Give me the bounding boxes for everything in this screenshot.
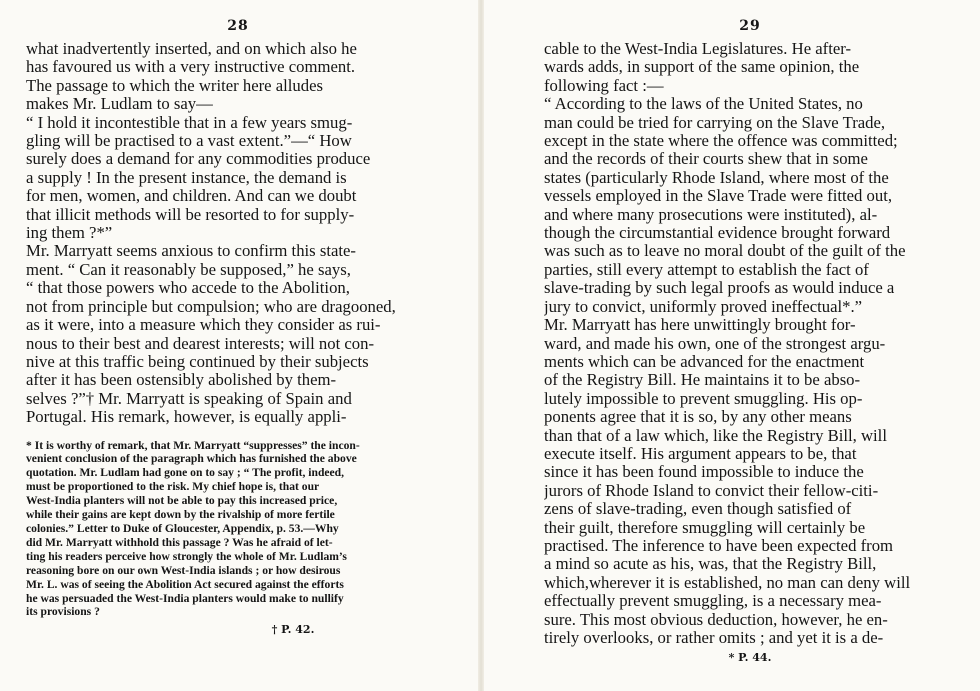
text-line: parties, still every attempt to establish the fact of bbox=[544, 260, 869, 279]
footnote-line: did Mr. Marryatt withhold this passage ? Was he afraid of let- bbox=[26, 535, 333, 549]
text-line: man could be tried for carrying on the Slave Trade, bbox=[544, 113, 886, 132]
text-line: as it were, into a measure which they consider as rui- bbox=[26, 316, 381, 335]
page-number: 29 bbox=[739, 18, 761, 34]
text-line: Mr. Marryatt seems anxious to confirm this state- bbox=[26, 242, 356, 261]
text-line: was such as to leave no moral doubt of the guilt of the bbox=[544, 242, 906, 261]
text-line: states (particularly Rhode Island, where most of the bbox=[544, 168, 889, 187]
text-line: ing them ?*” bbox=[26, 224, 113, 243]
footnote-line: while their gains are kept down by the rivalship of more fertile bbox=[26, 508, 335, 522]
text-line: tirely overlooks, or rather omits ; and yet it is a de- bbox=[544, 629, 884, 647]
text-line: selves ?”† Mr. Marryatt is speaking of Spain and bbox=[26, 389, 352, 408]
text-line: a mind so acute as his, was, that the Registry Bill, bbox=[544, 555, 877, 574]
text-line: wards adds, in support of the same opinion, the bbox=[544, 58, 860, 77]
text-line: “ I hold it incontestible that in a few years smug- bbox=[26, 113, 353, 132]
text-line: practised. The inference to have been expected from bbox=[544, 536, 894, 555]
text-line: jurors of Rhode Island to convict their fellow-citi- bbox=[544, 481, 879, 500]
text-line: and where many prosecutions were instituted), al- bbox=[544, 205, 878, 224]
text-line: execute itself. His argument appears to be, that bbox=[544, 444, 857, 463]
text-line: sure. This most obvious deduction, however, he en- bbox=[544, 610, 888, 629]
text-line: has favoured us with a very instructive comment. bbox=[26, 58, 356, 77]
footnote-line: reasoning bore on our own West-India islands ; or how desirous bbox=[26, 563, 341, 577]
text-line: and the records of their courts shew that in some bbox=[544, 150, 868, 169]
text-line: what inadvertently inserted, and on which also he bbox=[26, 40, 357, 58]
text-line: that illicit methods will be resorted to for supply- bbox=[26, 205, 355, 224]
text-line: a supply ! In the present instance, the demand is bbox=[26, 168, 347, 187]
text-line: ment. “ Can it reasonably be supposed,” he says, bbox=[26, 260, 351, 279]
text-line: though the circumstantial evidence brought forward bbox=[544, 224, 891, 243]
text-line: except in the state where the offence was committed; bbox=[544, 132, 898, 151]
text-line: makes Mr. Ludlam to say— bbox=[26, 95, 213, 114]
footnote-reference: * P. 44. bbox=[728, 651, 772, 665]
footnote-line: ting his readers perceive how strongly the whole of Mr. Ludlam’s bbox=[26, 549, 347, 563]
text-line: ward, and made his own, one of the strongest argu- bbox=[544, 334, 886, 353]
text-line: gling will be practised to a vast extent.”—“ How bbox=[26, 132, 352, 151]
footnote-line: venient conclusion of the paragraph which has furnished the above bbox=[26, 452, 357, 466]
footnote-reference: † P. 42. bbox=[271, 623, 315, 637]
text-line: than that of a law which, like the Registry Bill, will bbox=[544, 426, 887, 445]
left-page bbox=[0, 0, 470, 691]
footnote-line: its provisions ? bbox=[26, 605, 100, 619]
text-line: lutely impossible to prevent smuggling. His op- bbox=[544, 389, 863, 408]
text-line: Portugal. His remark, however, is equally appli- bbox=[26, 408, 347, 427]
text-line: The passage to which the writer here alludes bbox=[26, 76, 324, 95]
text-line: for men, women, and children. And can we doubt bbox=[26, 187, 357, 206]
text-line: Mr. Marryatt has here unwittingly brought for- bbox=[544, 316, 856, 335]
text-line: “ that those powers who accede to the Abolition, bbox=[26, 279, 350, 298]
text-line: not from principle but compulsion; who are dragooned, bbox=[26, 297, 396, 316]
text-line: surely does a demand for any commodities produce bbox=[26, 150, 371, 169]
text-line: their guilt, therefore smuggling will certainly be bbox=[544, 518, 866, 537]
book-gutter bbox=[478, 0, 484, 691]
text-line: after it has been ostensibly abolished by them- bbox=[26, 371, 337, 390]
left-page-body bbox=[26, 40, 450, 427]
footnote-line: Mr. L. was of seeing the Abolition Act secured against the efforts bbox=[26, 577, 344, 591]
text-line: of the Registry Bill. He maintains it to be abso- bbox=[544, 371, 861, 390]
text-line: ments which can be advanced for the enactment bbox=[544, 352, 865, 371]
text-line: since it has been found impossible to induce the bbox=[544, 463, 864, 482]
page-number: 28 bbox=[227, 18, 249, 34]
footnote-line: must be proportioned to the risk. My chief hope is, that our bbox=[26, 480, 320, 494]
text-line: nive at this traffic being continued by their subjects bbox=[26, 352, 369, 371]
footnote-line: colonies.” Letter to Duke of Gloucester, Appendix, p. 53.—Why bbox=[26, 521, 339, 535]
text-line: cable to the West-India Legislatures. He after- bbox=[544, 40, 852, 58]
footnote-line: * It is worthy of remark, that Mr. Marryatt “suppresses” the incon- bbox=[26, 438, 360, 452]
footnote-line: quotation. Mr. Ludlam had gone on to say ; “ The profit, indeed, bbox=[26, 466, 345, 480]
text-line: “ According to the laws of the United States, no bbox=[544, 95, 863, 114]
right-page-body bbox=[544, 40, 956, 647]
text-line: following fact :— bbox=[544, 76, 664, 95]
text-line: nous to their best and dearest interests; will not con- bbox=[26, 334, 375, 353]
text-line: slave-trading by such legal proofs as would induce a bbox=[544, 279, 895, 298]
text-line: jury to convict, uniformly proved ineffectual*.” bbox=[544, 297, 863, 316]
right-page bbox=[490, 0, 980, 691]
text-line: vessels employed in the Slave Trade were fitted out, bbox=[544, 187, 893, 206]
footnote-line: West-India planters will not be able to pay this increased price, bbox=[26, 494, 338, 508]
left-page-footnote bbox=[26, 439, 450, 620]
text-line: which,wherever it is established, no man can deny will bbox=[544, 573, 911, 592]
footnote-line: he was persuaded the West-India planters would make to nullify bbox=[26, 591, 344, 605]
text-line: ponents agree that it is so, by any other means bbox=[544, 408, 852, 427]
text-line: effectually prevent smuggling, is a necessary mea- bbox=[544, 592, 882, 611]
text-line: zens of slave-trading, even though satisfied of bbox=[544, 500, 852, 519]
